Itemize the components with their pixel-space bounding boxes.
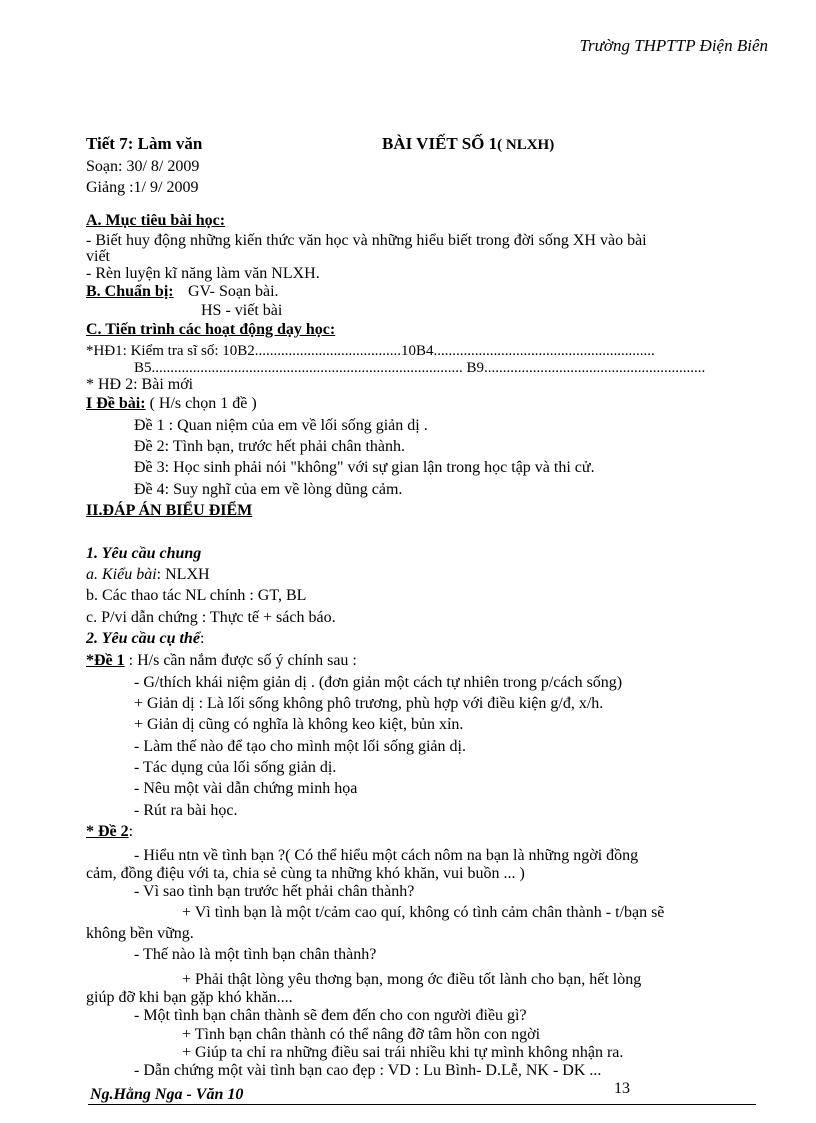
de1-item-5: - Tác dụng của lối sống giản dị.	[134, 759, 337, 776]
soan-date: Soạn: 30/ 8/ 2009	[86, 158, 200, 175]
school-header: Trường THPTTP Điện Biên	[579, 36, 768, 55]
de1-item-7: - Rút ra bài học.	[134, 802, 238, 819]
section-c-hd2: * HĐ 2: Bài mới	[86, 376, 194, 393]
de2-line-7: + Tình bạn chân thành có thể nâng đỡ tâm hồn con ngời	[182, 1026, 541, 1043]
de2-label: * Đề 2	[86, 823, 129, 840]
de2-line-3b: không bền vững.	[86, 925, 194, 942]
de2-colon: :	[128, 823, 134, 840]
section-c-hd1: *HĐ1: Kiểm tra sĩ số: 10B2.......................................10B4...........................................................	[86, 343, 655, 359]
kieu-bai-label: a. Kiểu bài	[86, 566, 157, 583]
de-bai-heading: I Đề bài:	[86, 395, 146, 412]
yeu-cau-cu-the-line	[86, 629, 204, 649]
yeu-cau-chung-c: c. P/vi dẫn chứng : Thực tế + sách báo.	[86, 609, 336, 626]
page-number: 13	[614, 1080, 630, 1097]
yeu-cau-chung-b: b. Các thao tác NL chính : GT, BL	[86, 587, 307, 604]
de2-line-1b: cảm, đồng điệu với ta, chia sẻ cùng ta những khó khăn, vui buồn ... )	[86, 865, 525, 882]
de2-line-6: - Một tình bạn chân thành sẽ đem đến cho con người điều gì?	[134, 1007, 527, 1024]
yeu-cau-chung-heading: 1. Yêu cầu chung	[86, 545, 202, 562]
section-c-b5: B5................................................................................... B9...........................................................	[134, 360, 706, 376]
de-bai-item-4: Đề 4: Suy nghĩ của em về lòng dũng cảm.	[134, 481, 403, 498]
section-b-hs: HS - viết bài	[201, 302, 283, 319]
section-a-line1b: viết	[86, 248, 110, 265]
de2-line-3: + Vì tình bạn là một t/cảm cao quí, không có tình cảm chân thành - t/bạn sẽ	[182, 904, 665, 921]
de2-line	[86, 822, 133, 842]
de1-item-2: + Giản dị : Là lối sống không phô trương, phù hợp với điều kiện g/đ, x/h.	[134, 695, 604, 712]
section-b-heading: B. Chuẩn bị:	[86, 283, 174, 300]
section-a-heading: A. Mục tiêu bài học:	[86, 212, 226, 229]
de1-item-6: - Nêu một vài dẫn chứng minh họa	[134, 780, 358, 797]
de1-item-1: - G/thích khái niệm giản dị . (đơn giản một cách tự nhiên trong p/cách sống)	[134, 674, 623, 691]
yeu-cau-cu-the-heading: 2. Yêu cầu cụ thể	[86, 630, 200, 647]
footer-author: Ng.Hằng Nga - Văn 10	[90, 1086, 244, 1103]
de1-item-4: - Làm thế nào để tạo cho mình một lối sống giản dị.	[134, 738, 466, 755]
de2-line-5b: giúp đỡ khi bạn gặp khó khăn....	[86, 989, 293, 1006]
de-bai-item-2: Đề 2: Tình bạn, trước hết phải chân thành.	[134, 438, 405, 455]
de1-line	[86, 651, 357, 671]
de1-intro: : H/s cần nắm được số ý chính sau :	[124, 652, 357, 669]
de-bai-line	[86, 394, 257, 414]
kieu-bai-value: : NLXH	[156, 566, 210, 583]
main-title-text: BÀI VIẾT SỐ 1	[382, 134, 498, 153]
de2-line-5: + Phải thật lòng yêu thơng bạn, mong ớc điều tốt lành cho bạn, hết lòng	[182, 971, 642, 988]
footer-rule	[88, 1104, 756, 1105]
giang-date: Giảng :1/ 9/ 2009	[86, 179, 199, 196]
yeu-cau-cu-the-colon: :	[199, 630, 205, 647]
section-b-gv: GV- Soạn bài.	[188, 283, 279, 300]
main-title	[382, 134, 554, 155]
lesson-title: Tiết 7: Làm văn	[86, 134, 203, 153]
yeu-cau-chung-a	[86, 565, 210, 585]
section-a-line1: - Biết huy động những kiến thức văn học và những hiểu biết trong đời sống XH vào bài	[86, 232, 647, 249]
de1-label: *Đề 1	[86, 652, 125, 669]
section-c-heading: C. Tiến trình các hoạt động dạy học:	[86, 321, 336, 338]
de2-line-8: + Giúp ta chỉ ra những điều sai trái nhiều khi tự mình không nhận ra.	[182, 1044, 624, 1061]
de1-item-3: + Giản dị cũng có nghĩa là không keo kiệt, bủn xỉn.	[134, 716, 464, 733]
de2-line-1: - Hiểu ntn về tình bạn ?( Có thể hiểu một cách nôm na bạn là những ngời đồng	[134, 847, 639, 864]
de2-line-9: - Dẫn chứng một vài tình bạn cao đẹp : VD : Lu Bình- D.Lễ, NK - DK ...	[134, 1062, 602, 1079]
de-bai-item-3: Đề 3: Học sinh phải nói "không" với sự gian lận trong học tập và thi cử.	[134, 459, 595, 476]
de2-line-4: - Thế nào là một tình bạn chân thành?	[134, 946, 377, 963]
dap-an-heading: II.ĐÁP ÁN BIỂU ĐIỂM	[86, 502, 253, 519]
de-bai-item-1: Đề 1 : Quan niệm của em về lối sống giản dị .	[134, 417, 428, 434]
de-bai-note: ( H/s chọn 1 đề )	[149, 395, 257, 412]
main-title-sub: ( NLXH)	[497, 137, 555, 153]
section-a-line2: - Rèn luyện kĩ năng làm văn NLXH.	[86, 265, 320, 282]
de2-line-2: - Vì sao tình bạn trước hết phải chân thành?	[134, 883, 415, 900]
